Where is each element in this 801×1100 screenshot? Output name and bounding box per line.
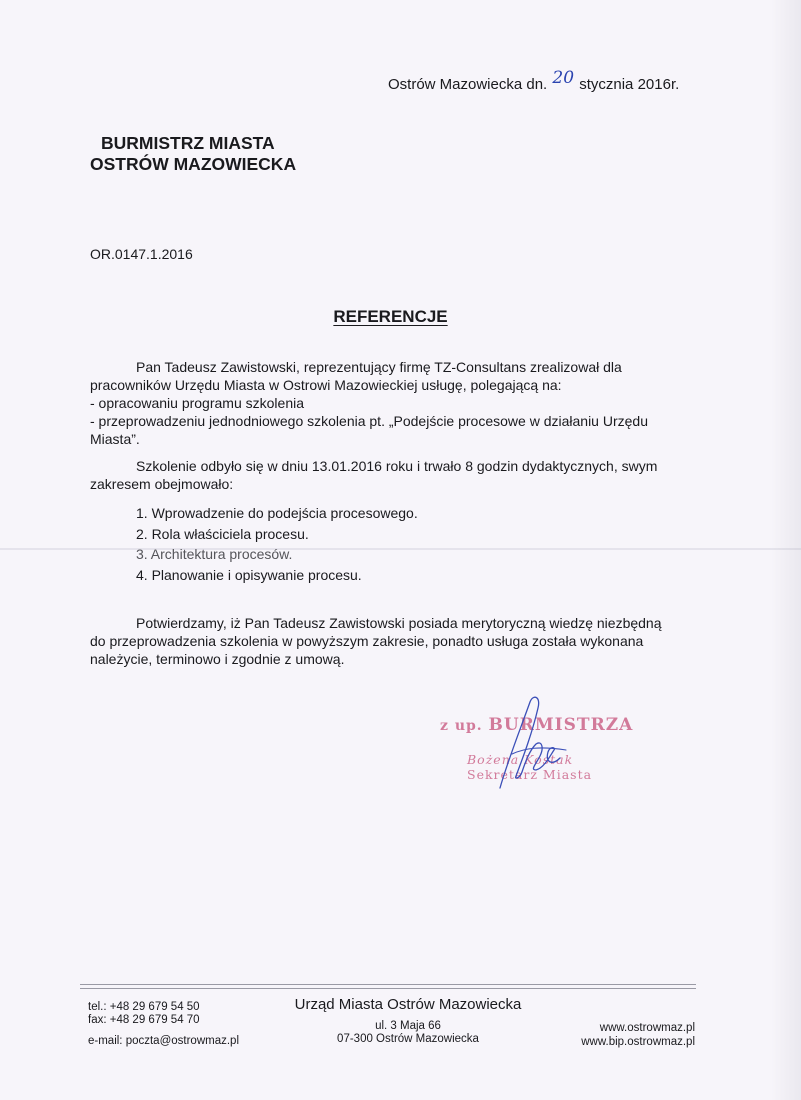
list-item: 4. Planowanie i opisywanie procesu. (136, 566, 362, 583)
stamp-name: Bożena Kostak (467, 752, 574, 767)
paragraph-training (90, 457, 691, 493)
footer-email: e-mail: poczta@ostrowmaz.pl (88, 1035, 239, 1047)
list-item: 2. Rola właściciela procesu. (136, 525, 309, 542)
footer-street: ul. 3 Maja 66 (375, 1020, 441, 1032)
date-prefix: Ostrów Mazowiecka dn. (388, 76, 548, 93)
stamp-title: BURMISTRZA (488, 715, 634, 735)
footer-tel: tel.: +48 29 679 54 50 (88, 1001, 200, 1013)
topics-list (136, 503, 418, 585)
footer-website-bip[interactable]: www.bip.ostrowmaz.pl (581, 1036, 695, 1048)
paragraph-line: należycie, terminowo i zgodnie z umową. (90, 651, 345, 667)
footer-website[interactable]: www.ostrowmaz.pl (599, 1022, 695, 1034)
footer-fax: fax: +48 29 679 54 70 (88, 1014, 200, 1026)
document-title-text: REFERENCJE (333, 307, 448, 326)
list-item: 1. Wprowadzenie do podejścia procesowego. (136, 505, 418, 521)
paragraph-line: Miasta”. (90, 431, 140, 447)
paragraph-line: Potwierdzamy, iż Pan Tadeusz Zawistowski posiada merytoryczną wiedzę niezbędną (136, 615, 662, 631)
date-day-handwritten: 20 (552, 68, 575, 88)
paragraph-line: pracowników Urzędu Miasta w Ostrowi Mazowieckiej usługę, polegającą na: (90, 377, 562, 393)
paragraph-line: Szkolenie odbyło się w dniu 13.01.2016 roku i trwało 8 godzin dydaktycznych, swym (136, 458, 658, 474)
issuer-block (90, 133, 296, 175)
paragraph-line: do przeprowadzenia szkolenia w powyższym zakresie, ponadto usługa została wykonana (90, 633, 644, 649)
page-edge-shadow (771, 0, 801, 1100)
date-suffix: stycznia 2016r. (579, 76, 680, 93)
issuer-line-1: BURMISTRZ MIASTA (101, 133, 275, 153)
issuer-line-2: OSTRÓW MAZOWIECKA (90, 154, 297, 174)
stamp-position: Sekretarz Miasta (467, 767, 593, 782)
footer-divider (80, 988, 696, 989)
paragraph-line: zakresem obejmowało: (90, 476, 234, 492)
footer-contact (88, 1001, 239, 1048)
stamp-prefix: z up. (440, 718, 483, 734)
handwritten-signature (470, 690, 590, 800)
footer-address (288, 998, 528, 1046)
paragraph-line: - przeprowadzeniu jednodniowego szkolenia pt. „Podejście procesowe w działaniu Urzędu (90, 413, 648, 429)
footer-organization: Urząd Miasta Ostrów Mazowiecka (294, 996, 522, 1013)
list-item: 3. Architektura procesów. (136, 546, 293, 562)
reference-number: OR.0147.1.2016 (90, 246, 193, 262)
footer-websites (581, 1021, 695, 1049)
letter-date (388, 68, 680, 94)
paragraph-line: - opracowaniu programu szkolenia (90, 395, 304, 411)
paragraph-line: Pan Tadeusz Zawistowski, reprezentujący firmę TZ-Consultans zrealizował dla (136, 359, 622, 375)
footer-divider (80, 984, 696, 985)
document-title (0, 307, 801, 327)
paragraph-confirmation (90, 614, 691, 668)
paragraph-intro (90, 358, 691, 448)
footer-city: 07-300 Ostrów Mazowiecka (337, 1033, 479, 1045)
